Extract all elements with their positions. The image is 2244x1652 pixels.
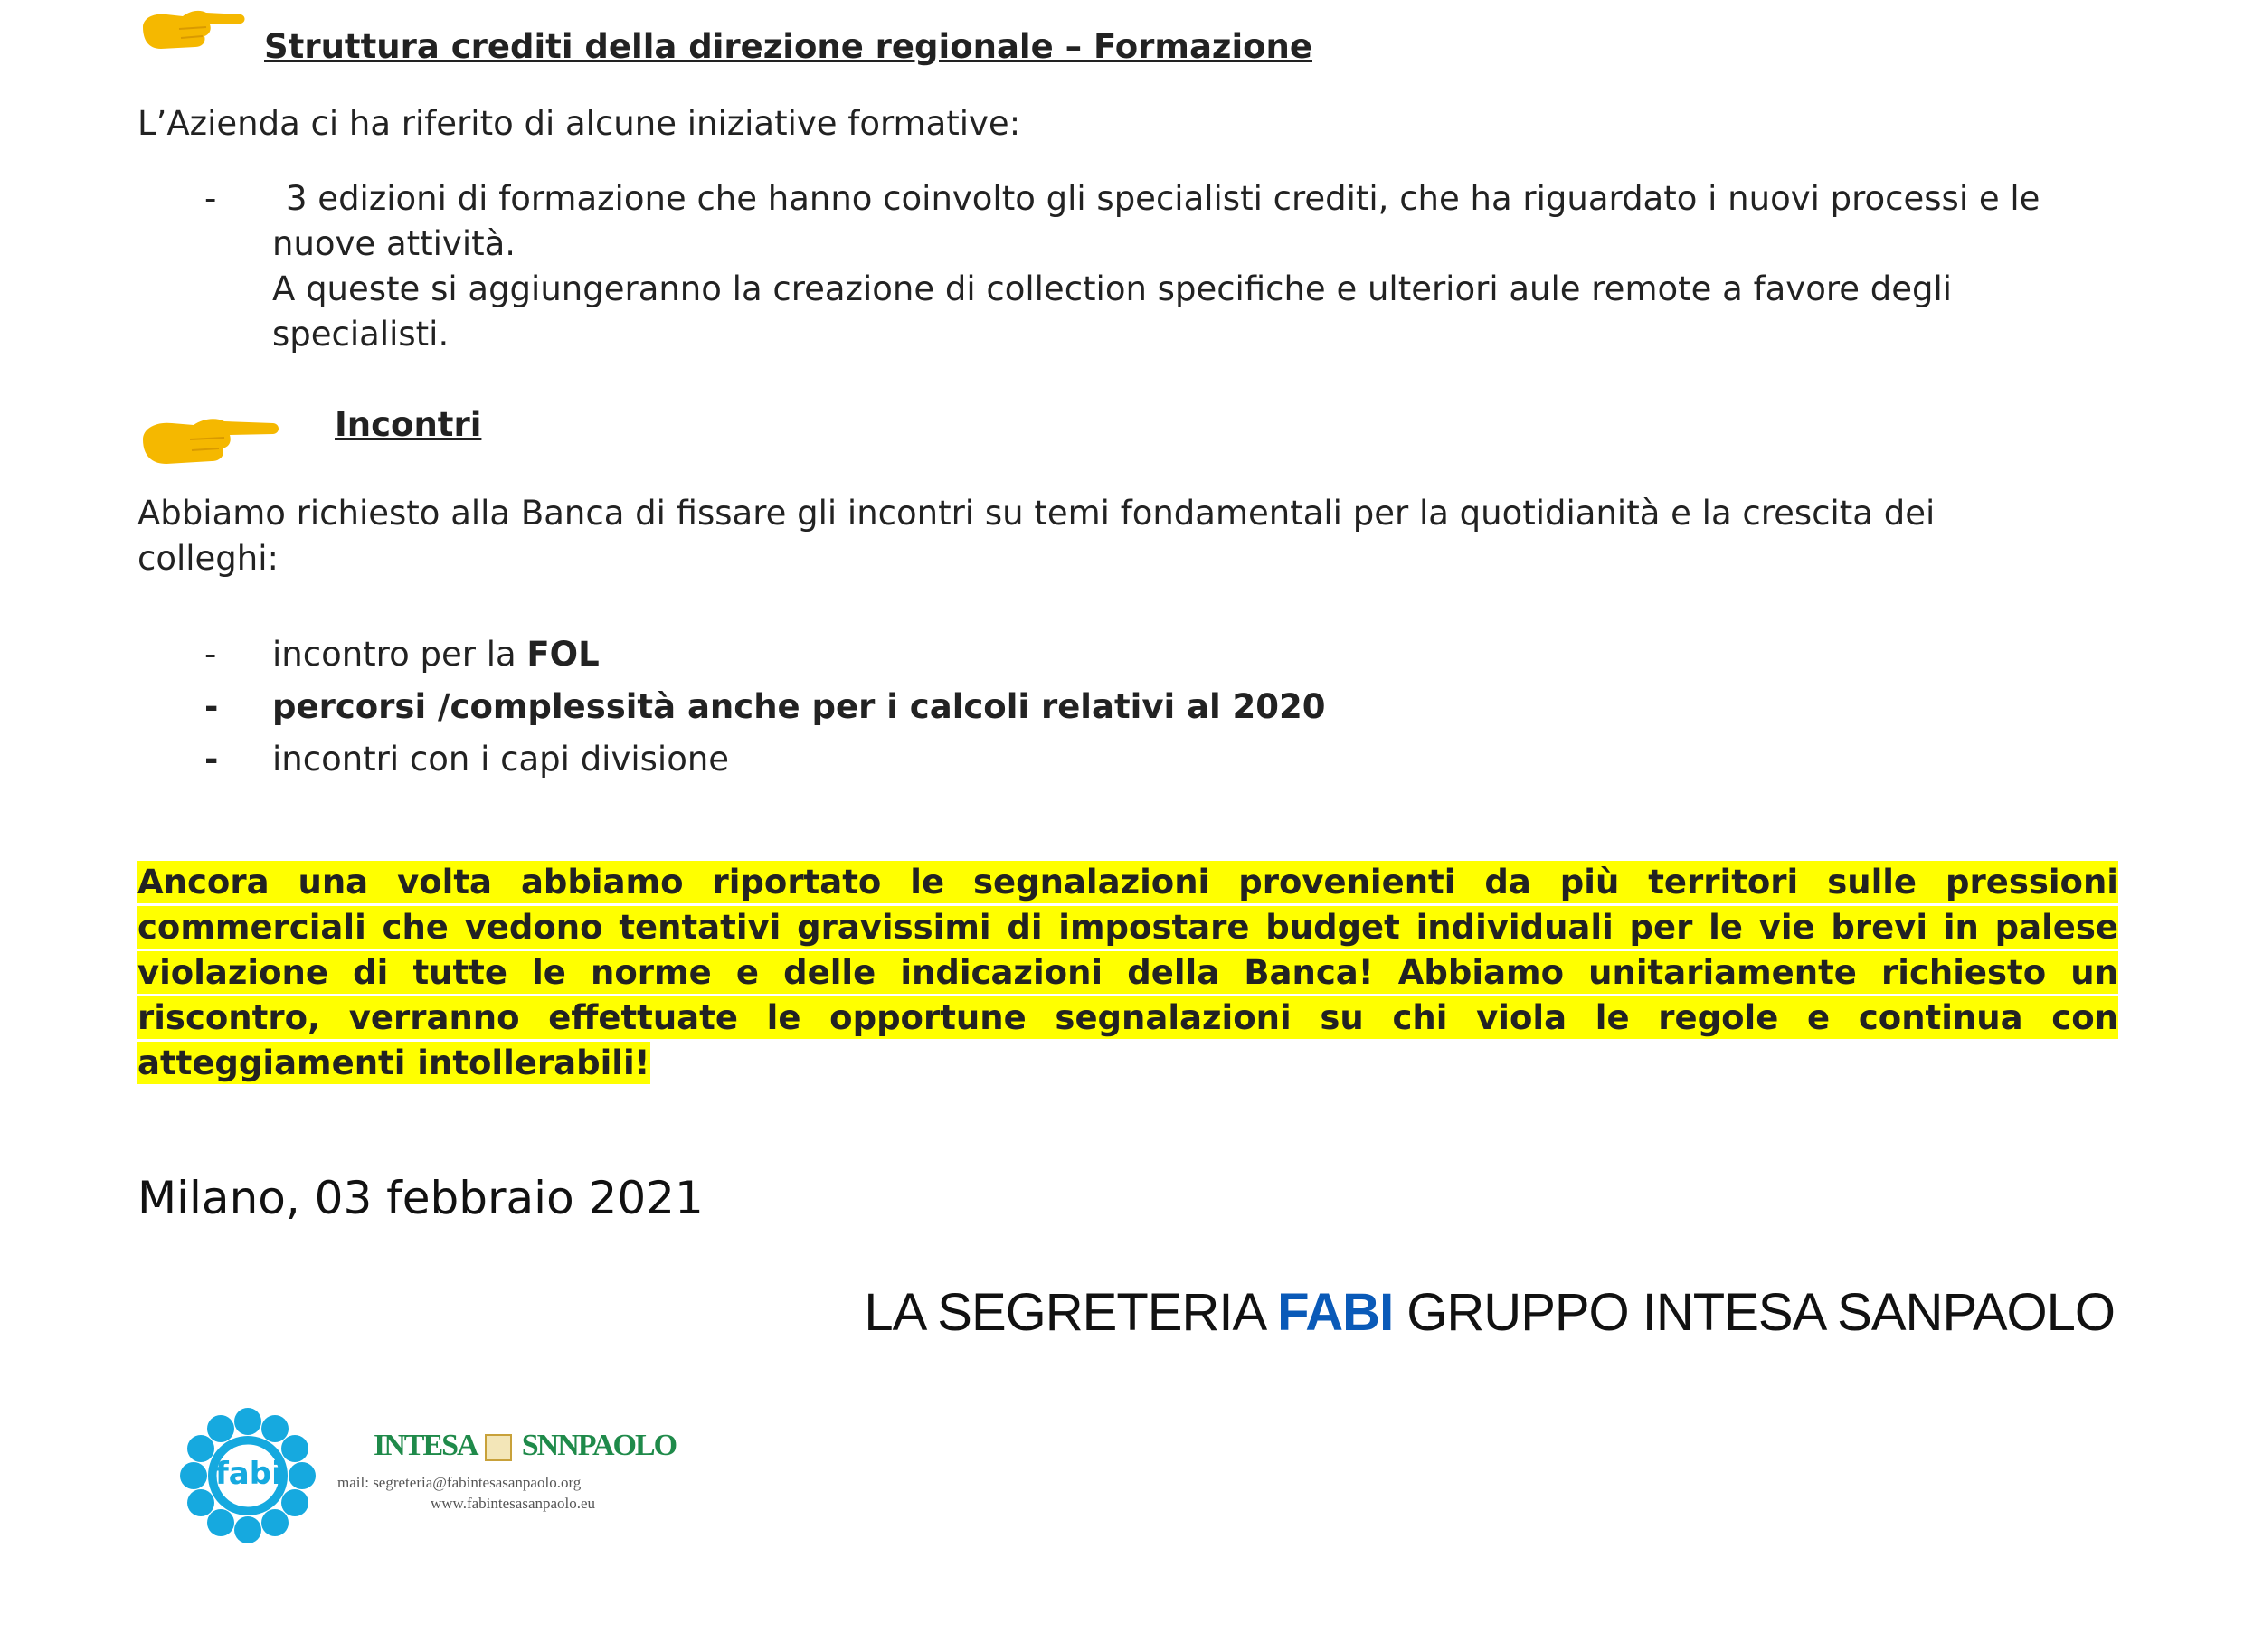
- bullet-dash: -: [204, 740, 219, 779]
- intesa-sanpaolo-logo: [374, 1429, 676, 1463]
- signature: [864, 1282, 2115, 1343]
- incontri-item-text: incontro per la: [272, 635, 527, 674]
- highlighted-text: Ancora una volta abbiamo riportato le segnalazioni provenienti da più territori sulle pressioni commerciali che vedono tentativi gravissimi di impostare budget individuali per le vie brevi in palese violazione di tutte le norme e delle indicazioni della Banca! Abbiamo unitariamente richiesto un riscontro, verranno effettuate le opportune segnalazioni su chi viola le regole e continua con atteggiamenti intollerabili!: [137, 863, 2118, 1082]
- bullet-dash: -: [204, 635, 217, 674]
- intesa-logo-right: SNNPAOLO: [521, 1429, 677, 1462]
- logo-email: mail: segreteria@fabintesasanpaolo.org: [337, 1474, 582, 1491]
- bullet-dash: -: [204, 179, 217, 218]
- section-title-formazione: Struttura crediti della direzione regionale – Formazione: [264, 27, 1312, 66]
- pointing-hand-icon: [139, 414, 280, 470]
- logo-website: www.fabintesasanpaolo.eu: [431, 1495, 596, 1512]
- formazione-bullet-line: nuove attività.: [272, 224, 516, 263]
- pointing-hand-icon: [139, 7, 246, 54]
- fabi-logo-text: fabi: [215, 1456, 282, 1492]
- incontri-item-fol: [272, 632, 600, 677]
- incontri-item-bold: FOL: [526, 635, 600, 674]
- incontri-item-percorsi: percorsi /complessità anche per i calcoli relativi al 2020: [272, 687, 1326, 726]
- formazione-bullet-line: A queste si aggiungeranno la creazione di collection specifiche e ulteriori aule remote a favore degli: [272, 269, 1953, 308]
- highlighted-warning-paragraph: [137, 860, 2118, 1086]
- formazione-bullet-line: specialisti.: [272, 315, 450, 354]
- formazione-intro: L’Azienda ci ha riferito di alcune iniziative formative:: [137, 104, 1021, 143]
- signature-part: GRUPPO INTESA SANPAOLO: [1393, 1283, 2115, 1342]
- incontri-intro: colleghi:: [137, 539, 279, 578]
- incontri-item-capi: incontri con i capi divisione: [272, 740, 730, 779]
- signature-fabi: FABI: [1277, 1283, 1394, 1342]
- signature-part: LA SEGRETERIA: [864, 1283, 1278, 1342]
- document-date: Milano, 03 febbraio 2021: [137, 1172, 704, 1224]
- intesa-logo-left: INTESA: [374, 1429, 476, 1462]
- intesa-logo-mark: [485, 1434, 512, 1461]
- incontri-intro: Abbiamo richiesto alla Banca di fissare gli incontri su temi fondamentali per la quotidianità e la crescita dei: [137, 494, 1936, 533]
- formazione-bullet-line: 3 edizioni di formazione che hanno coinvolto gli specialisti crediti, che ha riguardato i nuovi processi e le: [286, 179, 2040, 218]
- section-title-incontri: Incontri: [335, 405, 482, 444]
- bullet-dash: -: [204, 687, 219, 726]
